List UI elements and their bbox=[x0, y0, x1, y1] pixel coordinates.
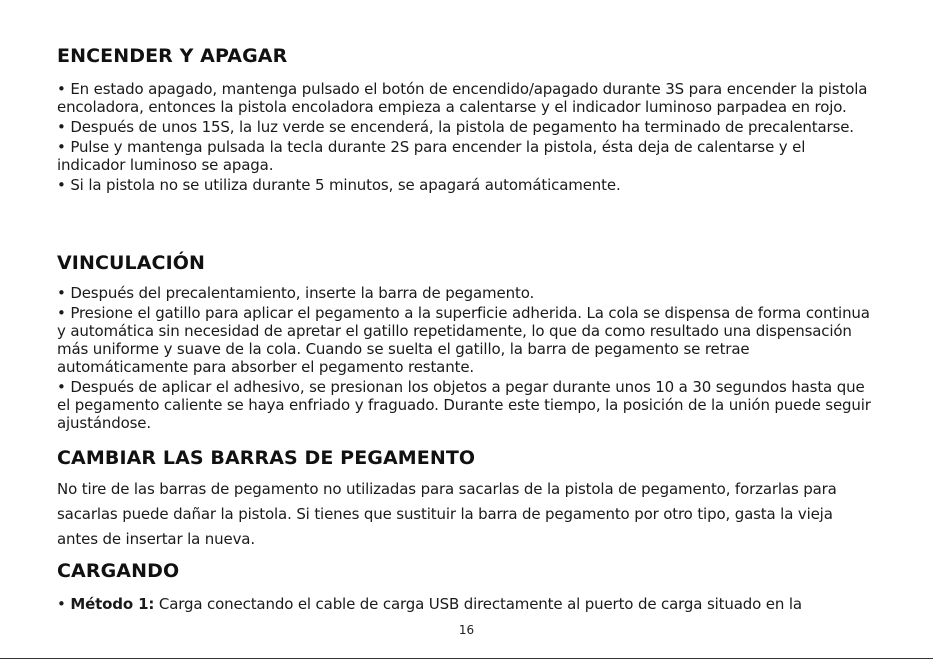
footer-rule bbox=[0, 658, 933, 659]
list-item: • Pulse y mantenga pulsada la tecla durante 2S para encender la pistola, ésta deja de calentarse y el indicador luminoso se apaga. bbox=[57, 138, 806, 174]
section-heading-vinculacion: VINCULACIÓN bbox=[57, 252, 206, 274]
list-item: • Después del precalentamiento, inserte la barra de pegamento. bbox=[57, 284, 535, 302]
page-number: 16 bbox=[458, 623, 475, 637]
list-item: • En estado apagado, mantenga pulsado el botón de encendido/apagado durante 3S para encender la pistola encoladora, entonces la pistola encoladora empieza a calentarse y el indicador luminoso parpadea en rojo. bbox=[57, 80, 868, 116]
section-body-cargando bbox=[57, 592, 872, 617]
method-label: Método 1: bbox=[70, 595, 155, 613]
list-item: • Después de unos 15S, la luz verde se encenderá, la pistola de pegamento ha terminado de precalentarse. bbox=[57, 118, 854, 136]
section-body-encender bbox=[57, 80, 872, 196]
section-heading-cambiar: CAMBIAR LAS BARRAS DE PEGAMENTO bbox=[57, 447, 476, 469]
section-body-cambiar bbox=[57, 477, 872, 552]
bullet: • bbox=[57, 595, 71, 613]
paragraph: No tire de las barras de pegamento no utilizadas para sacarlas de la pistola de pegamento, forzarlas para sacarlas puede dañar la pistola. Si tienes que sustituir la barra de pegamento por otro tipo, gasta la vieja antes de insertar la nueva. bbox=[57, 480, 837, 548]
list-item bbox=[57, 592, 872, 617]
method-text: Carga conectando el cable de carga USB directamente al puerto de carga situado en la bbox=[154, 595, 802, 613]
list-item: • Si la pistola no se utiliza durante 5 minutos, se apagará automáticamente. bbox=[57, 176, 621, 194]
section-heading-encender: ENCENDER Y APAGAR bbox=[57, 45, 288, 67]
list-item: • Después de aplicar el adhesivo, se presionan los objetos a pegar durante unos 10 a 30 segundos hasta que el pegamento caliente se haya enfriado y fraguado. Durante este tiempo, la posición de la unión puede seguir ajustándose. bbox=[57, 378, 871, 432]
list-item: • Presione el gatillo para aplicar el pegamento a la superficie adherida. La cola se dispensa de forma continua y automática sin necesidad de apretar el gatillo repetidamente, lo que da como resultado una dispensación más uniforme y suave de la cola. Cuando se suelta el gatillo, la barra de pegamento se retrae automáticamente para absorber el pegamento restante. bbox=[57, 304, 870, 376]
section-body-vinculacion bbox=[57, 284, 872, 434]
section-heading-cargando: CARGANDO bbox=[57, 560, 180, 582]
